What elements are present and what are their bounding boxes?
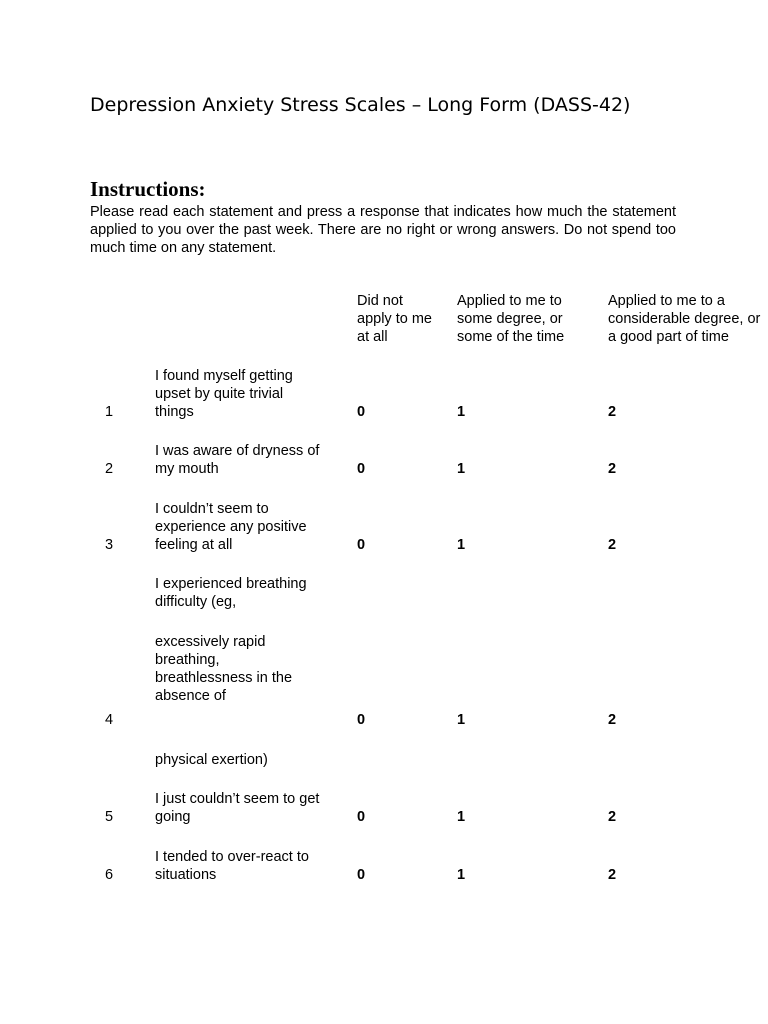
item-number: 3 bbox=[105, 537, 114, 553]
score-2[interactable]: 2 bbox=[608, 867, 617, 883]
item-text: excessively rapid breathing, breathlessness in the absence of bbox=[155, 634, 293, 704]
item-text: I just couldn’t seem to get going bbox=[155, 791, 320, 825]
score-2[interactable]: 2 bbox=[608, 809, 617, 825]
item-number: 2 bbox=[105, 461, 114, 477]
item-number: 4 bbox=[105, 712, 114, 728]
score-1[interactable]: 1 bbox=[457, 712, 466, 728]
column-header-did-not-apply: Did not apply to me at all bbox=[357, 293, 432, 345]
score-2[interactable]: 2 bbox=[608, 461, 617, 477]
score-2[interactable]: 2 bbox=[608, 404, 617, 420]
score-0[interactable]: 0 bbox=[357, 867, 366, 883]
score-1[interactable]: 1 bbox=[457, 809, 466, 825]
score-2[interactable]: 2 bbox=[608, 712, 617, 728]
item-number: 1 bbox=[105, 404, 114, 420]
item-number: 6 bbox=[105, 867, 114, 883]
item-text: I was aware of dryness of my mouth bbox=[155, 443, 320, 477]
score-0[interactable]: 0 bbox=[357, 461, 366, 477]
score-1[interactable]: 1 bbox=[457, 867, 466, 883]
column-header-some-degree: Applied to me to some degree, or some of the time bbox=[457, 293, 565, 345]
score-1[interactable]: 1 bbox=[457, 537, 466, 553]
score-1[interactable]: 1 bbox=[457, 461, 466, 477]
instructions-text: Please read each statement and press a response that indicates how much the statement applied to you over the past week. There are no right or wrong answers. Do not spend too much time on any statement. bbox=[90, 204, 676, 256]
item-text: I experienced breathing difficulty (eg, bbox=[155, 576, 307, 610]
score-1[interactable]: 1 bbox=[457, 404, 466, 420]
item-number: 5 bbox=[105, 809, 114, 825]
score-0[interactable]: 0 bbox=[357, 712, 366, 728]
column-header-considerable-degree: Applied to me to a considerable degree, or a good part of time bbox=[608, 293, 761, 345]
instructions-heading: Instructions: bbox=[90, 177, 206, 201]
score-0[interactable]: 0 bbox=[357, 809, 366, 825]
score-0[interactable]: 0 bbox=[357, 537, 366, 553]
item-text: I found myself getting upset by quite trivial things bbox=[155, 368, 293, 420]
score-0[interactable]: 0 bbox=[357, 404, 366, 420]
item-text: I couldn’t seem to experience any positive feeling at all bbox=[155, 501, 307, 553]
document-title: Depression Anxiety Stress Scales – Long Form (DASS-42) bbox=[90, 94, 631, 116]
item-text: I tended to over-react to situations bbox=[155, 849, 309, 883]
score-2[interactable]: 2 bbox=[608, 537, 617, 553]
item-text: physical exertion) bbox=[155, 752, 268, 768]
